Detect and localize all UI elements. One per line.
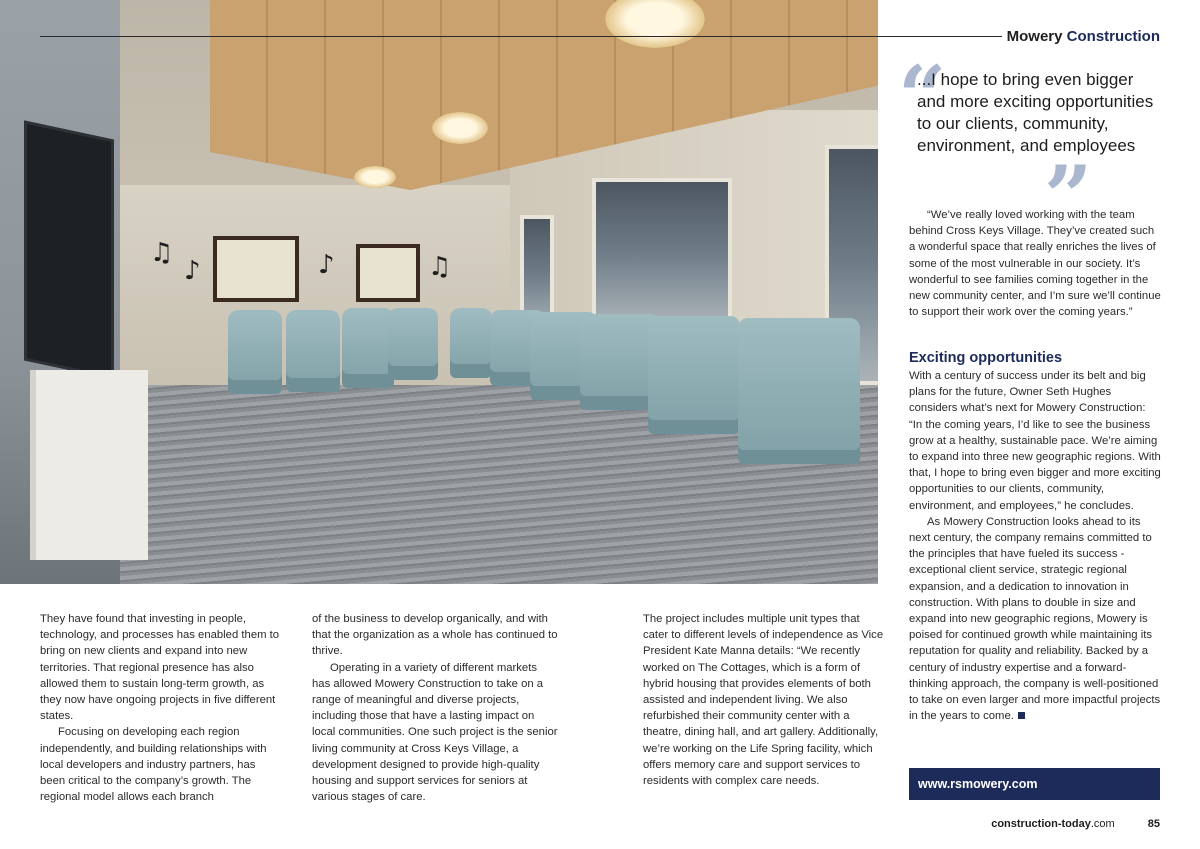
website-link[interactable]: www.rsmowery.com: [909, 768, 1160, 800]
photo-recliner-chair: [738, 318, 860, 464]
open-quote-icon: “: [898, 47, 933, 146]
body-paragraph: Operating in a variety of different markets has allowed Mowery Construction to take on a range of meaningful and diverse projects, including those that have a lasting impact on local communities. One such project is the senior living community at Cross Keys Village, a development designed to provide high-quality housing and support services for seniors at various stages of care.: [312, 661, 558, 804]
right-column-top: [909, 207, 1161, 320]
photo-recliner-chair: [286, 310, 340, 392]
photo-framed-poster: [356, 244, 420, 302]
end-mark-icon: [1018, 712, 1025, 719]
body-paragraph-final: [909, 514, 1161, 725]
photo-recliner-chair: [648, 316, 740, 434]
body-paragraph: of the business to develop organically, and with that the organization as a whole has continued to thrive.: [312, 613, 558, 658]
page-footer: [991, 818, 1160, 830]
section-heading: Exciting opportunities: [909, 350, 1063, 366]
column-2: [312, 611, 558, 805]
photo-cabinet: [30, 370, 148, 560]
photo-framed-poster: [213, 236, 299, 302]
music-note-icon: ♫: [150, 238, 174, 268]
photo-ceiling-light: [354, 166, 396, 188]
brand-title-part2: Construction: [1066, 28, 1160, 45]
pull-quote-text: ...I hope to bring even bigger and more exciting opportunities to our clients, community, environment, and employees: [917, 70, 1154, 155]
body-paragraph: Focusing on developing each region independently, and building relationships with local developers and industry partners, has been critical to the company’s growth. The regional model allows each branch: [40, 726, 267, 804]
brand-title-part1: Mowery: [1006, 28, 1063, 45]
photo-window: [592, 178, 732, 328]
close-quote-icon: ”: [1044, 147, 1079, 246]
brand-title: [1007, 28, 1160, 45]
footer-site-bold: construction-today: [991, 818, 1091, 830]
photo-recliner-chair: [228, 310, 282, 394]
music-note-icon: ♪: [184, 256, 201, 286]
page-number: 85: [1147, 818, 1160, 830]
music-note-icon: ♫: [428, 252, 452, 282]
pull-quote: [898, 47, 1168, 246]
body-paragraph: “We’ve really loved working with the team behind Cross Keys Village. They’ve created such a wonderful space that really enriches the lives of some of the most vulnerable in our society. It’s wonderful to see families coming together in the new community center, and I’m sure we’ll continue to support their work over the coming years.”: [909, 209, 1161, 319]
footer-site-suffix: .com: [1090, 818, 1115, 830]
photo-ceiling-light: [432, 112, 488, 144]
photo-recliner-chair: [342, 308, 394, 388]
treble-clef-icon: ♪: [318, 250, 335, 280]
photo-recliner-chair: [388, 308, 438, 380]
column-1: [40, 611, 280, 805]
body-paragraph: The project includes multiple unit types that cater to different levels of independence as Vice President Kate Manna details: “We recently worked on The Cottages, which is a form of hybrid housing that provides elements of both assisted and independent living. We also refurbished their community center with a theatre, dining hall, and art gallery. Additionally, we’re working on the Life Spring facility, which offers memory care and support services to residents with complex care needs.: [643, 613, 884, 788]
body-paragraph: They have found that investing in people, technology, and processes has enabled them to bring on new clients and expand into new territories. That regional presence has also allowed them to sustain long-term growth, as they now have ongoing projects in five different states.: [40, 613, 280, 723]
right-column-bottom: [909, 368, 1161, 724]
column-3: [643, 611, 886, 789]
header-rule: [40, 36, 1002, 37]
body-paragraph: With a century of success under its belt and big plans for the future, Owner Seth Hughes considers what’s next for Mowery Construction: “In the coming years, I’d like to see the business grow at a healthy, sustainable pace. We’re aiming to expand into three new geographic regions. With that, I hope to bring even bigger and more exciting opportunities to our clients, community, environment, and employees,” he concludes.: [909, 370, 1161, 512]
photo-recliner-chair: [450, 308, 492, 378]
photo-wall-tv: [24, 120, 114, 379]
body-paragraph-final-text: As Mowery Construction looks ahead to its next century, the company remains committed to the principles that have fueled its success - exceptional client service, strategic regional expansion, and a dedication to innovation in construction. With plans to double in size and expand into new geographic regions, Mowery is poised for continued growth while maintaining its reputation for quality and reliability. Backed by a century of industry expertise and a forward-thinking approach, the company is well-positioned to take on even larger and more impactful projects in the years to come.: [909, 515, 1161, 723]
